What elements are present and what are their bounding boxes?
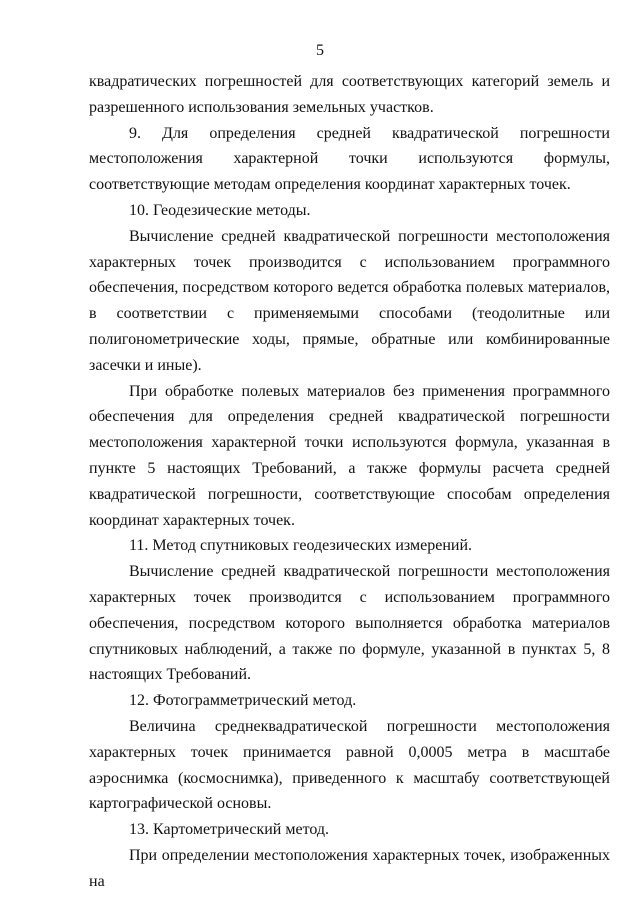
heading-cartometric-method: 13. Картометрический метод. <box>129 821 330 839</box>
paragraph-cartometric-start: При определении местоположения характерных точек, изображенных на <box>89 846 610 890</box>
heading-photogrammetric-method: 12. Фотограмметрический метод. <box>129 692 357 710</box>
document-body <box>89 69 610 895</box>
heading-geodetic-methods: 10. Геодезические методы. <box>129 201 311 219</box>
paragraph-photogrammetric-value: Величина среднеквадратической погрешности местоположения характерных точек принимается равной 0,0005 метра в масштабе аэроснимка (космоснимка), приведенного к масштабу соответствующей картографической основы. <box>89 717 610 813</box>
paragraph-geodetic-no-software: При обработке полевых материалов без применения программного обеспечения для определения средней квадратической погрешности местоположения характерной точки используются формула, указанная в пункте 5 настоящих Требований, а также формулы расчета средней квадратической погрешности, соответствующие способам определения координат характерных точек. <box>89 382 610 529</box>
paragraph-continuation: квадратических погрешностей для соответствующих категорий земель и разрешенного использования земельных участков. <box>89 73 610 116</box>
paragraph-satellite-calculation: Вычисление средней квадратической погрешности местоположения характерных точек производится с использованием программного обеспечения, посредством которого выполняется обработка материалов спутниковых наблюдений, а также по формуле, указанной в пунктах 5, 8 настоящих Требований. <box>89 563 610 684</box>
page-number: 5 <box>316 42 324 59</box>
paragraph-item-9: 9. Для определения средней квадратической погрешности местоположения характерной точки используются формулы, соответствующие методам определения координат характерных точек. <box>89 124 610 194</box>
heading-satellite-method: 11. Метод спутниковых геодезических измерений. <box>129 537 472 555</box>
paragraph-geodetic-calculation: Вычисление средней квадратической погрешности местоположения характерных точек производится с использованием программного обеспечения, посредством которого ведется обработка полевых материалов, в соответствии с применяемыми способами (теодолитные или полигонометрические ходы, прямые, обратные или комбинированные засечки и иные). <box>89 227 610 374</box>
